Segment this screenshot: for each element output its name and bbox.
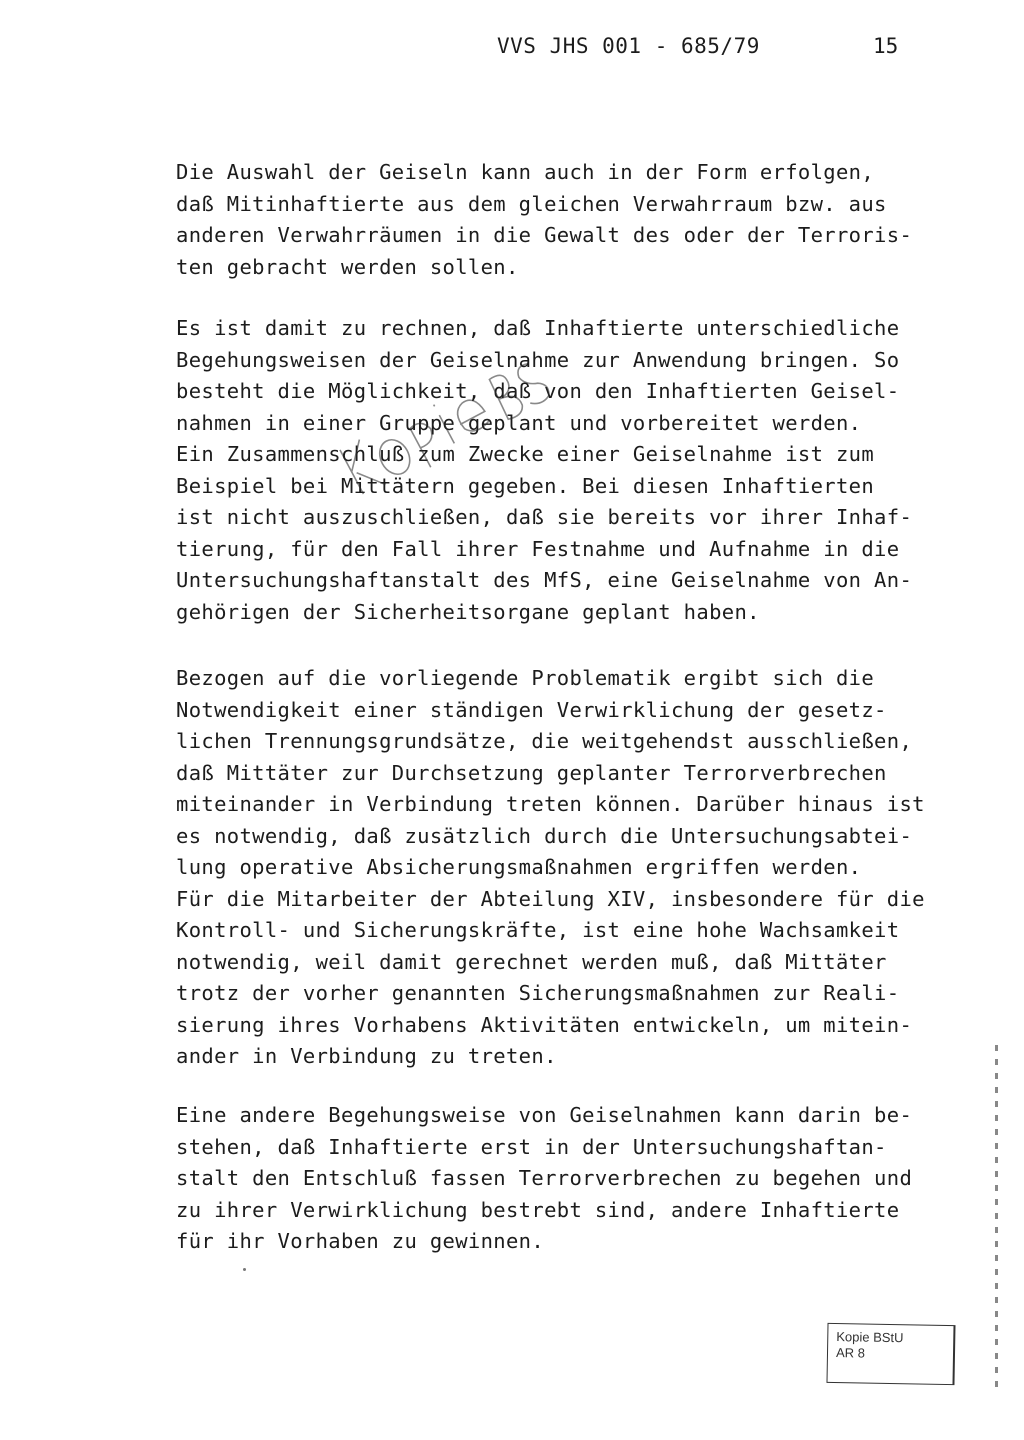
text-line: tierung, für den Fall ihrer Festnahme und Aufnahme in die — [176, 536, 900, 561]
text-line: gehörigen der Sicherheitsorgane geplant haben. — [176, 599, 760, 624]
speck-mark — [243, 1268, 246, 1271]
text-line: daß Mitinhaftierte aus dem gleichen Verwahrraum bzw. aus — [176, 191, 887, 216]
paragraph-3 — [176, 663, 936, 1073]
text-line: Begehungsweisen der Geiselnahme zur Anwendung bringen. So — [176, 347, 900, 372]
margin-scan-mark — [995, 1045, 998, 1390]
text-line: es notwendig, daß zusätzlich durch die Untersuchungsabtei- — [176, 823, 913, 848]
text-line: nahmen in einer Gruppe geplant und vorbereitet werden. — [176, 410, 862, 435]
text-line: Notwendigkeit einer ständigen Verwirklichung der gesetz- — [176, 697, 887, 722]
text-line: anderen Verwahrräumen in die Gewalt des oder der Terroris- — [176, 223, 913, 247]
text-line: lung operative Absicherungsmaßnahmen ergriffen werden. — [176, 855, 862, 879]
stamp-line-2: AR 8 — [835, 1345, 866, 1361]
text-line: zu ihrer Verwirklichung bestrebt sind, andere Inhaftierte — [176, 1197, 900, 1222]
text-line: Eine andere Begehungsweise von Geiselnahmen kann darin be- — [176, 1103, 913, 1127]
text-line: Bezogen auf die vorliegende Problematik ergibt sich die — [176, 666, 875, 690]
text-line: Die Auswahl der Geiseln kann auch in der Form erfolgen, — [176, 160, 875, 184]
text-line: für ihr Vorhaben zu gewinnen. — [176, 1229, 545, 1253]
text-line: Für die Mitarbeiter der Abteilung XIV, insbesondere für die — [176, 886, 925, 911]
text-line: Ein Zusammenschluß zum Zwecke einer Geiselnahme ist zum — [176, 442, 875, 466]
paragraph-4 — [176, 1100, 936, 1258]
paragraph-2 — [176, 313, 936, 628]
text-line: ist nicht auszuschließen, daß sie bereits vor ihrer Inhaf- — [176, 505, 913, 529]
text-line: Es ist damit zu rechnen, daß Inhaftierte unterschiedliche — [176, 316, 900, 340]
text-line: Kontroll- und Sicherungskräfte, ist eine hohe Wachsamkeit — [176, 918, 900, 942]
text-line: stehen, daß Inhaftierte erst in der Untersuchungshaftan- — [176, 1134, 887, 1159]
text-line: besteht die Möglichkeit, daß von den Inhaftierten Geisel- — [176, 379, 900, 403]
text-line: notwendig, weil damit gerechnet werden muß, daß Mittäter — [176, 949, 887, 974]
page-number: 15 — [873, 34, 899, 58]
text-line: sierung ihres Vorhabens Aktivitäten entwickeln, um mitein- — [176, 1012, 913, 1037]
text-line: ten gebracht werden sollen. — [176, 254, 519, 279]
text-line: miteinander in Verbindung treten können. Darüber hinaus ist — [176, 792, 925, 816]
text-line: Untersuchungshaftanstalt des MfS, eine Geiselnahme von An- — [176, 568, 913, 592]
paragraph-1 — [176, 157, 936, 283]
text-line: ander in Verbindung zu treten. — [176, 1044, 557, 1068]
stamp-line-1: Kopie BStU — [836, 1329, 904, 1346]
text-line: trotz der vorher genannten Sicherungsmaßnahmen zur Reali- — [176, 981, 900, 1005]
text-line: stalt den Entschluß fassen Terrorverbrechen zu begehen und — [176, 1166, 913, 1190]
document-reference: VVS JHS 001 - 685/79 — [497, 34, 760, 58]
text-line: lichen Trennungsgrundsätze, die weitgehendst ausschließen, — [176, 729, 913, 753]
bstu-copy-stamp — [826, 1323, 955, 1385]
text-line: Beispiel bei Mittätern gegeben. Bei diesen Inhaftierten — [176, 473, 875, 498]
text-line: daß Mittäter zur Durchsetzung geplanter Terrorverbrechen — [176, 760, 887, 785]
